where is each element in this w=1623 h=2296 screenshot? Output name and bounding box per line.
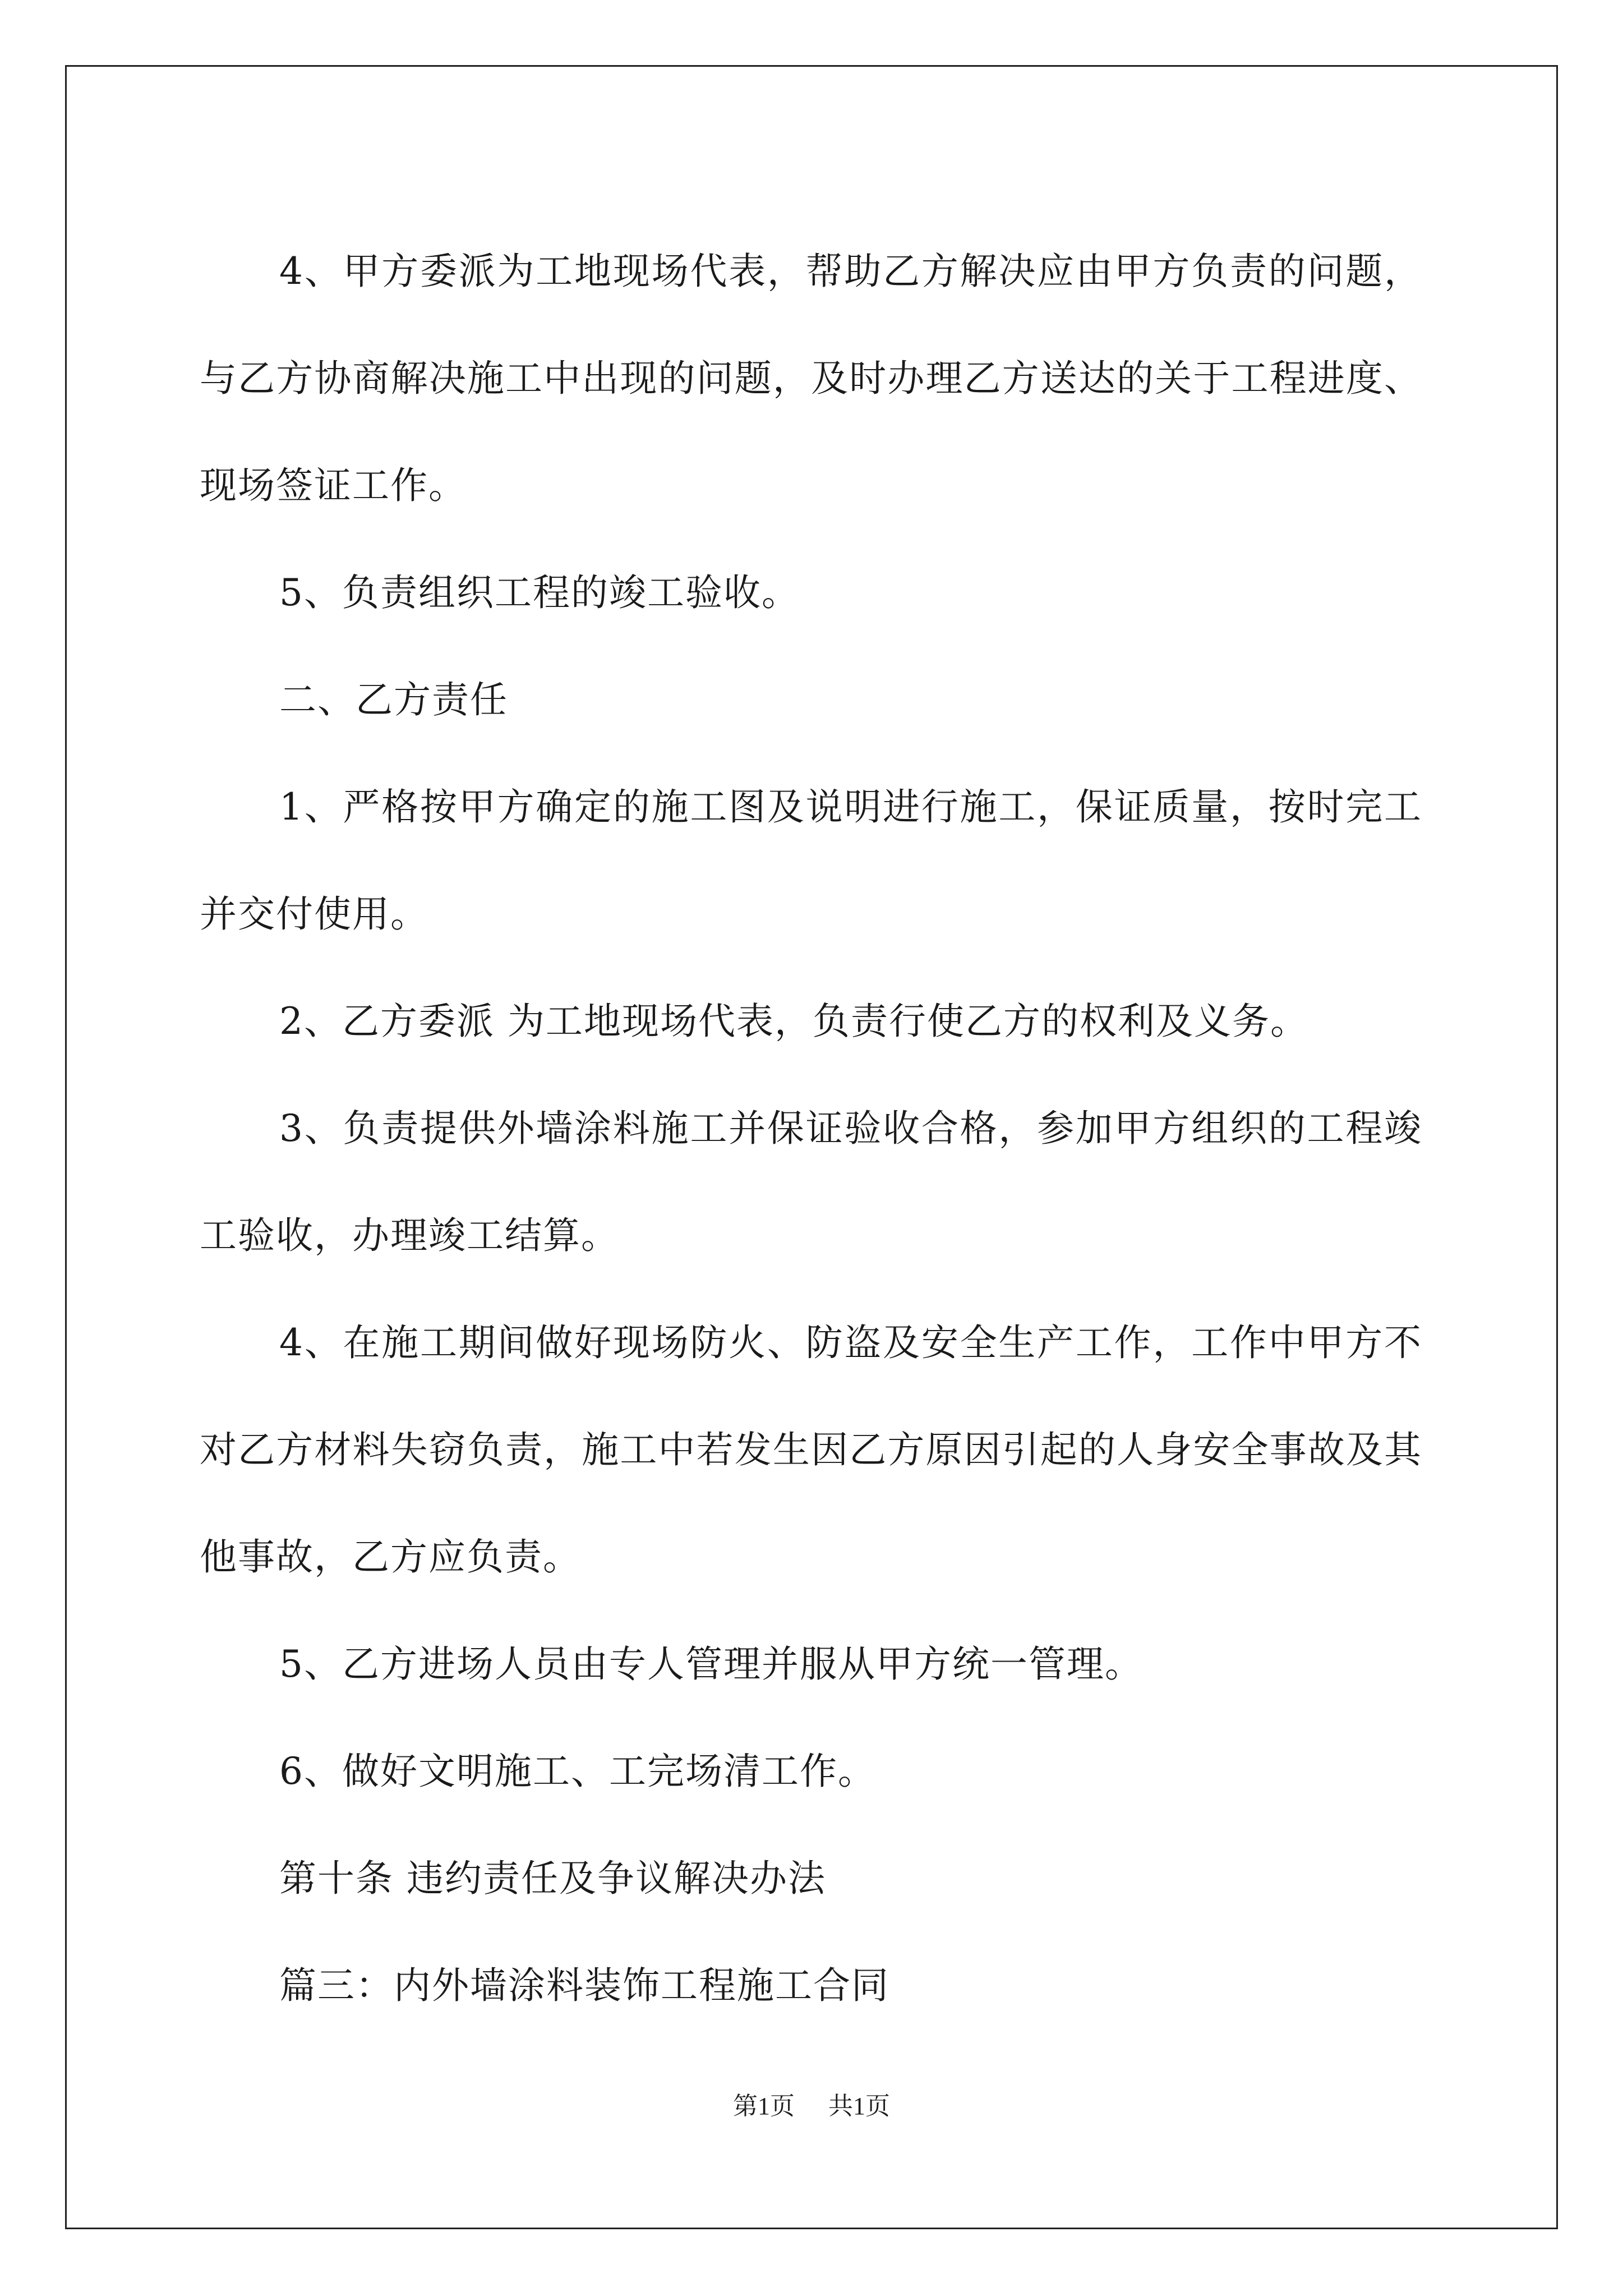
part-three-heading: 篇三：内外墙涂料装饰工程施工合同: [279, 1964, 889, 2007]
paragraph-5: 3、负责提供外墙涂料施工并保证验收合格，参加甲方组织的工程竣工验收，办理竣工结算。: [200, 1107, 1422, 1257]
paragraph-4: 2、乙方委派 为工地现场代表，负责行使乙方的权利及义务。: [279, 1000, 1308, 1043]
paragraph-2: 5、负责组织工程的竣工验收。: [279, 571, 800, 614]
page-total: 共1页: [828, 2092, 890, 2120]
page-footer: [0, 2086, 1623, 2122]
paragraph-3: 1、严格按甲方确定的施工图及说明进行施工，保证质量，按时完工并交付使用。: [200, 785, 1422, 936]
section-heading-party-b: 二、乙方责任: [279, 678, 508, 721]
paragraph-7: 5、乙方进场人员由专人管理并服从甲方统一管理。: [279, 1642, 1143, 1686]
page-number: 第1页: [733, 2092, 795, 2120]
paragraph-6: 4、在施工期间做好现场防火、防盗及安全生产工作，工作中甲方不对乙方材料失窃负责，施工中若发生因乙方原因引起的人身安全事故及其他事故，乙方应负责。: [200, 1321, 1422, 1579]
article-ten-heading: 第十条 违约责任及争议解决办法: [279, 1857, 826, 1900]
document-body: [200, 218, 1422, 2039]
paragraph-1: 4、甲方委派为工地现场代表，帮助乙方解决应由甲方负责的问题，与乙方协商解决施工中出现的问题，及时办理乙方送达的关于工程进度、现场签证工作。: [200, 250, 1422, 507]
paragraph-8: 6、做好文明施工、工完场清工作。: [279, 1750, 876, 1793]
